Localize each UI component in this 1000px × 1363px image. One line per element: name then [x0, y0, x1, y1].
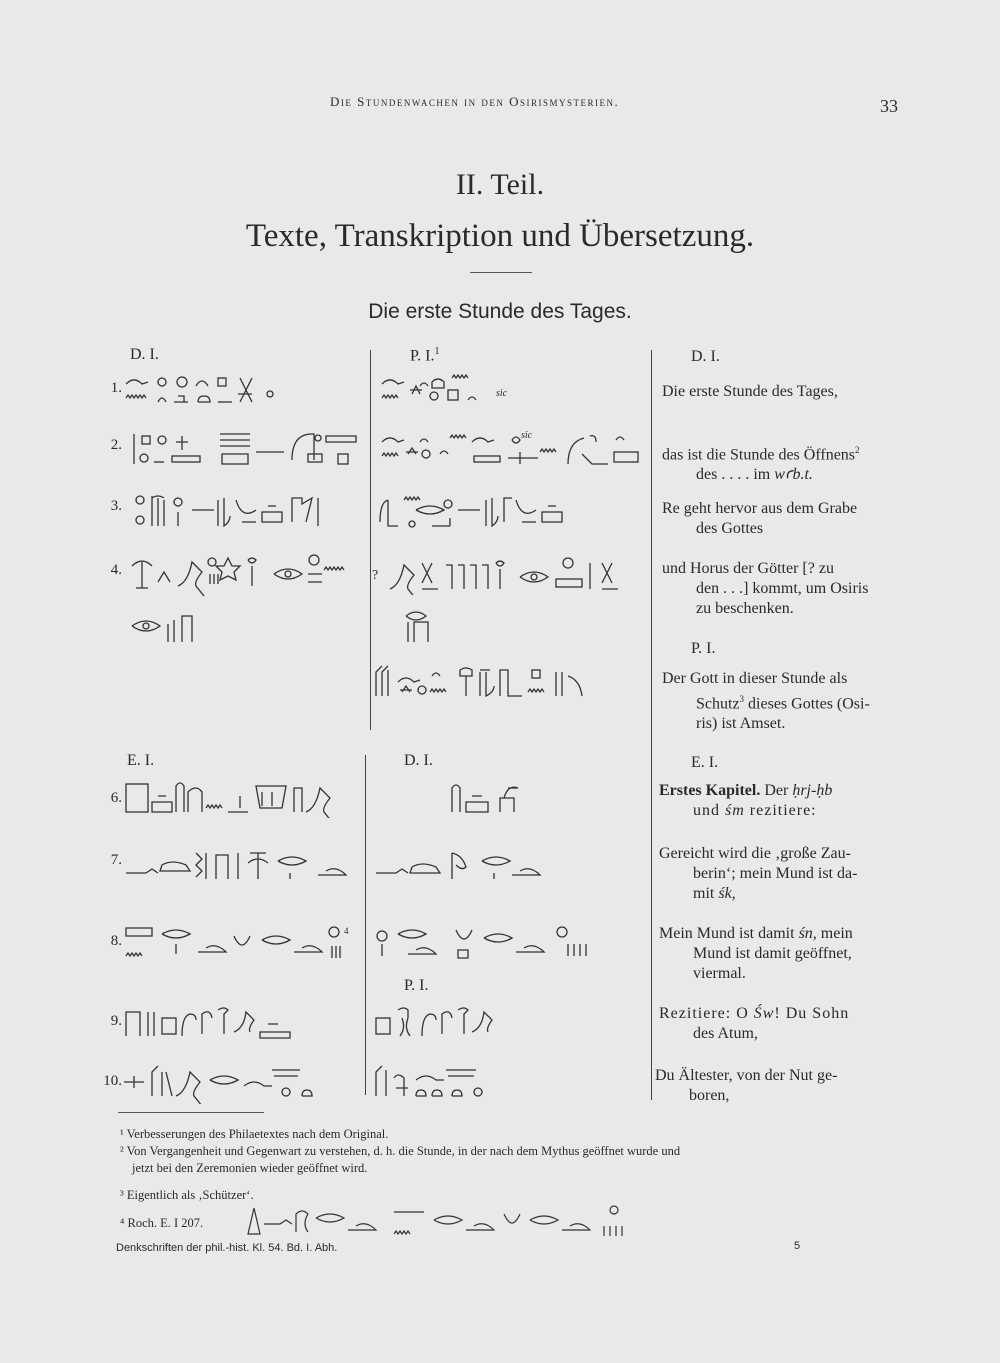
- footnote-4: ⁴ Roch. E. I 207.: [120, 1216, 204, 1230]
- line-number: 9.: [110, 1013, 122, 1029]
- hieroglyph-line-di-4b: [128, 612, 208, 648]
- hieroglyph-line-ei-7: [122, 845, 362, 885]
- line-number: 2.: [110, 437, 122, 453]
- left-column-header-ei: E. I.: [127, 752, 155, 769]
- left-column-header: D. I.: [130, 346, 159, 363]
- line-number: 7.: [110, 852, 122, 868]
- publication-footer: Denkschriften der phil.-hist. Kl. 54. Bd. I. Abh.: [116, 1242, 338, 1254]
- right-column-header-pi: P. I.: [691, 640, 716, 657]
- hieroglyph-line-di-3: [132, 492, 342, 530]
- line-number: 3.: [110, 498, 122, 514]
- signature-mark: 5: [794, 1240, 801, 1252]
- right-column-header-ei: E. I.: [691, 754, 719, 771]
- line-number: 4.: [110, 562, 122, 578]
- translation-line-7: Gereicht wird die ‚große Zau- berin‘; mein Mund ist da- mit śk,: [659, 845, 858, 902]
- hieroglyph-line-pi-5: [372, 662, 612, 702]
- line-number: 8.: [110, 933, 122, 949]
- hieroglyph-line-pi-4: [372, 555, 642, 595]
- translation-line-9: Rezitiere: O Św! Du Sohn des Atum,: [659, 1005, 850, 1042]
- hieroglyph-line-ei-9: [122, 1002, 322, 1044]
- footnote-ref-4: 4: [344, 926, 349, 936]
- translation-line-1: Die erste Stunde des Tages,: [662, 383, 838, 400]
- hieroglyph-line-di-7: [372, 845, 562, 885]
- translation-line-8: Mein Mund ist damit śn, mein Mund ist damit geöffnet, viermal.: [659, 925, 853, 982]
- column-divider-left-upper: [370, 350, 371, 730]
- column-divider-right: [651, 350, 652, 1100]
- footnote-1: ¹ Verbesserungen des Philaetextes nach dem Original.: [120, 1127, 389, 1141]
- translation-line-3: Re geht hervor aus dem Grabe des Gottes: [662, 500, 858, 537]
- hieroglyph-line-pi-3: [376, 492, 616, 530]
- running-title: Die Stundenwachen in den Osirismysterien.: [330, 94, 620, 109]
- middle-column-header: P. I.$^1$: [410, 346, 440, 365]
- middle-column-header-di: D. I.: [404, 752, 433, 769]
- section-title: Die erste Stunde des Tages.: [368, 300, 632, 323]
- footnote-2: ² Von Vergangenheit und Gegenwart zu verstehen, d. h. die Stunde, in der nach dem Mythus geöffnet wurde und jetzt bei den Zeremonien wieder geöffnet wird.: [120, 1144, 681, 1175]
- title-divider: [470, 272, 532, 273]
- hieroglyph-line-di-4: [128, 552, 358, 596]
- hieroglyph-line-ei-8: [122, 922, 352, 964]
- right-column-header: D. I.: [691, 348, 720, 365]
- hieroglyph-line-pi-2: [378, 430, 648, 470]
- translation-line-10: Du Ältester, von der Nut ge- boren,: [655, 1067, 838, 1104]
- hieroglyph-line-di-6: [448, 778, 538, 818]
- translation-line-5: Der Gott in dieser Stunde als Schutz$^3$ dieses Gottes (Osi- ris) ist Amset.: [662, 670, 870, 733]
- line-number: 10.: [103, 1073, 122, 1089]
- hieroglyph-line-di-1: [122, 372, 292, 408]
- part-title: II. Teil.: [455, 168, 545, 201]
- sic-annotation: sic: [496, 388, 508, 399]
- line-number: 1.: [110, 380, 122, 396]
- main-title: Texte, Transkription und Übersetzung.: [245, 218, 755, 254]
- footnote-3: ³ Eigentlich als ‚Schützer‘.: [120, 1188, 254, 1202]
- hieroglyph-footnote-4: [244, 1204, 644, 1240]
- column-divider-left-lower: [365, 755, 366, 1095]
- middle-column-header-pi: P. I.: [404, 977, 429, 994]
- footnote-rule: [118, 1112, 264, 1113]
- hieroglyph-line-ei-10: [122, 1062, 322, 1104]
- hieroglyph-line-di-8: [372, 922, 612, 964]
- hieroglyph-line-ei-6: [122, 778, 362, 818]
- hieroglyph-line-di-2: [132, 430, 362, 470]
- hieroglyph-line-pi-9: [372, 1002, 502, 1044]
- page-number: 33: [880, 96, 898, 116]
- hieroglyph-line-pi-10: [372, 1062, 502, 1104]
- hieroglyph-pi-4b: [400, 606, 440, 646]
- translation-line-4: und Horus der Götter [? zu den . . .] kommt, um Osiris zu beschenken.: [662, 560, 869, 617]
- line-number: 6.: [110, 790, 122, 806]
- svg-text:?: ?: [372, 568, 379, 583]
- sic-annotation: sic: [521, 430, 533, 441]
- translation-line-2: das ist die Stunde des Öffnens$^2$ des . . . . im wꜥb.t.: [662, 445, 860, 484]
- translation-line-6: Erstes Kapitel. Der ḥrj-ḥb und śm rezitiere:: [659, 782, 833, 819]
